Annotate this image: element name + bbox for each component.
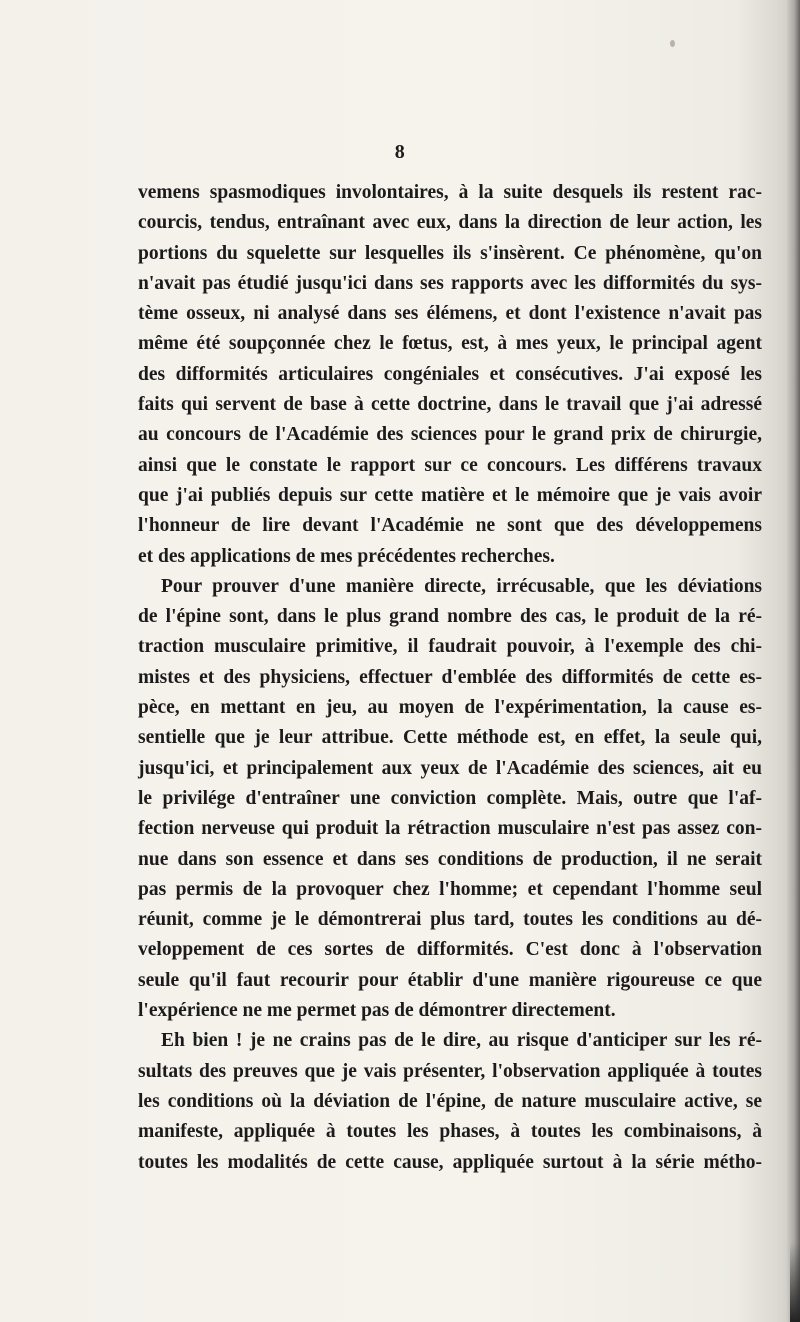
page-corner-shadow	[790, 1242, 800, 1322]
text-line: au concours de l'Académie des sciences pour le grand prix de chirurgie,	[138, 424, 762, 446]
text-line: réunit, comme je le démontrerai plus tard, toutes les conditions au dé-	[138, 909, 762, 931]
text-line: sentielle que je leur attribue. Cette méthode est, en effet, la seule qui,	[138, 727, 762, 749]
text-line: pèce, en mettant en jeu, au moyen de l'expérimentation, la cause es-	[138, 697, 762, 719]
text-line: courcis, tendus, entraînant avec eux, dans la direction de leur action, les	[138, 212, 762, 234]
text-line: nue dans son essence et dans ses conditions de production, il ne serait	[138, 848, 762, 870]
text-line: et des applications de mes précédentes recherches.	[138, 545, 555, 567]
text-line: de l'épine sont, dans le plus grand nombre des cas, le produit de la ré-	[138, 606, 762, 628]
text-line: Pour prouver d'une manière directe, irrécusable, que les déviations	[161, 575, 762, 597]
text-line: vemens spasmodiques involontaires, à la suite desquels ils restent rac-	[138, 182, 762, 203]
text-line: jusqu'ici, et principalement aux yeux de l'Académie des sciences, ait eu	[138, 757, 762, 779]
text-line: ainsi que le constate le rapport sur ce concours. Les différens travaux	[138, 454, 762, 476]
paper-speck	[670, 40, 675, 47]
text-line: pas permis de la provoquer chez l'homme; et cependant l'homme seul	[138, 878, 762, 900]
text-line: mistes et des physiciens, effectuer d'emblée des difformités de cette es-	[138, 666, 762, 688]
text-line: traction musculaire primitive, il faudrait pouvoir, à l'exemple des chi-	[138, 636, 762, 658]
text-line: que j'ai publiés depuis sur cette matière et le mémoire que je vais avoir	[138, 484, 762, 506]
text-line: des difformités articulaires congéniales et consécutives. J'ai exposé les	[138, 363, 762, 385]
text-line: manifeste, appliquée à toutes les phases, à toutes les combinaisons, à	[138, 1121, 762, 1143]
text-line: les conditions où la déviation de l'épine, de nature musculaire active, se	[138, 1090, 762, 1112]
text-line: même été soupçonnée chez le fœtus, est, à mes yeux, le principal agent	[138, 333, 762, 355]
text-line: le privilége d'entraîner une conviction complète. Mais, outre que l'af-	[138, 787, 762, 809]
body-text	[138, 178, 762, 1178]
page-edge-shadow	[786, 0, 800, 1322]
text-line: toutes les modalités de cette cause, appliquée surtout à la série métho-	[138, 1151, 762, 1173]
text-line: l'expérience ne me permet pas de démontrer directement.	[138, 1000, 616, 1022]
text-line: faits qui servent de base à cette doctrine, dans le travail que j'ai adressé	[138, 394, 762, 416]
page-number: 8	[394, 141, 406, 163]
text-line: l'honneur de lire devant l'Académie ne sont que des développemens	[138, 515, 762, 537]
text-line: n'avait pas étudié jusqu'ici dans ses rapports avec les difformités du sys-	[138, 272, 762, 294]
text-line: fection nerveuse qui produit la rétraction musculaire n'est pas assez con-	[138, 818, 762, 840]
text-line: sultats des preuves que je vais présenter, l'observation appliquée à toutes	[138, 1060, 762, 1082]
text-line: veloppement de ces sortes de difformités. C'est donc à l'observation	[138, 939, 762, 961]
text-line: Eh bien ! je ne crains pas de le dire, au risque d'anticiper sur les ré-	[161, 1030, 762, 1052]
text-line: portions du squelette sur lesquelles ils s'insèrent. Ce phénomène, qu'on	[138, 242, 762, 264]
text-line: tème osseux, ni analysé dans ses élémens, et dont l'existence n'avait pas	[138, 303, 762, 325]
text-line: seule qu'il faut recourir pour établir d'une manière rigoureuse ce que	[138, 969, 762, 991]
